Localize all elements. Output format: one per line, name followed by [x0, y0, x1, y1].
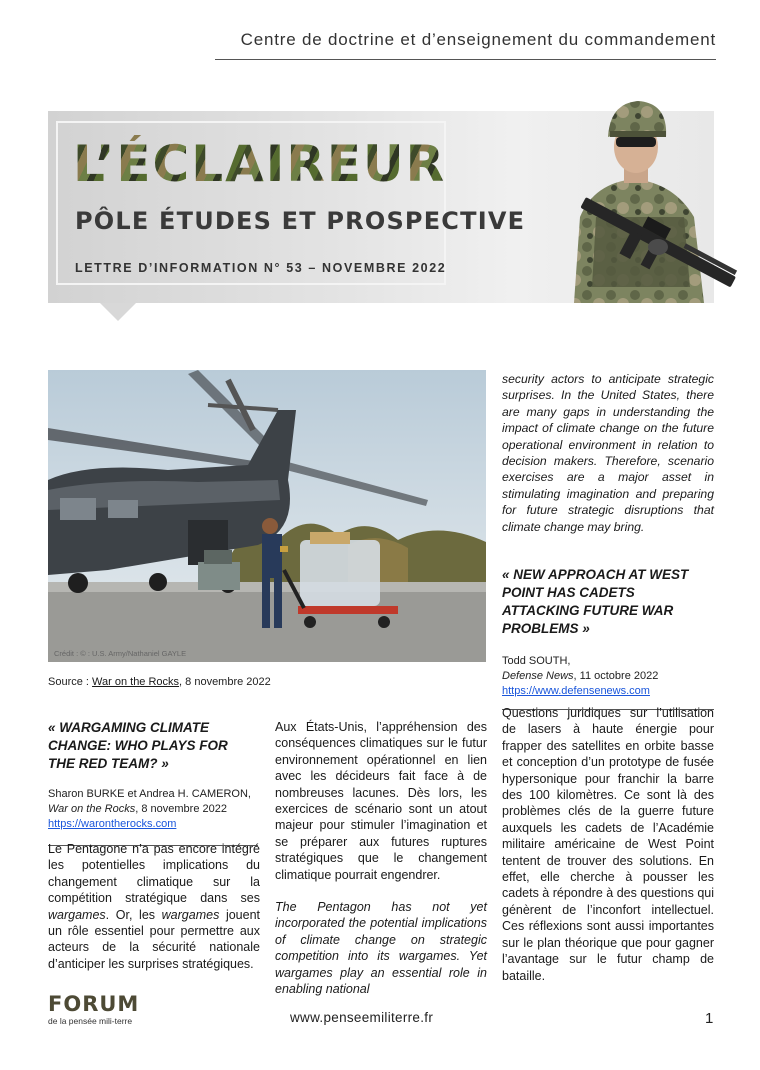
website-url[interactable]: www.penseemiliterre.fr	[290, 1010, 434, 1025]
article-citation	[502, 654, 714, 699]
article-publication-line	[502, 669, 714, 684]
article-authors: Sharon BURKE et Andrea H. CAMERON,	[48, 788, 251, 800]
text-run-italic: wargames	[161, 907, 220, 922]
banner-pointer	[100, 303, 136, 321]
source-date: , 8 novembre 2022	[179, 676, 271, 688]
article-date: , 11 octobre 2022	[573, 670, 659, 682]
french-summary-continued	[275, 719, 487, 998]
article-date: , 8 novembre 2022	[135, 803, 227, 815]
source-link[interactable]: War on the Rocks	[92, 676, 180, 688]
newsletter-subtitle: PÔLE ÉTUDES ET PROSPECTIVE	[75, 207, 526, 235]
french-paragraph: Questions juridiques sur l’utilisation de lasers à haute énergie pour frapper des satellites en orbite basse et conception d’un prototype de fusée hypersonique pour franchir la barre des 100 kilomètres. Ce sont là des problèmes clés de la guerre future auxquels les cadets de l’Académie militaire américaine de West Point tentent de trouver des solutions. En effet, elle cherche à pousser les cadets à répondre à des questions qui génèrent de l’inconfort intellectuel. Ces réflexions sont aussi importantes sur le plan théorique que pour gagner l’avantage sur le futur champ de bataille.	[502, 706, 714, 983]
text-run: Le Pentagone n’a pas encore intégré les potentielles implications du changement climatique sur la compétition stratégique dans ses	[48, 842, 260, 906]
page-number: 1	[705, 1010, 714, 1027]
article-author: Todd SOUTH,	[502, 655, 571, 667]
text-run: . Or, les	[105, 907, 162, 922]
source-label: Source :	[48, 676, 89, 688]
article-citation	[48, 787, 258, 832]
text-run-italic: wargames	[48, 907, 106, 922]
forum-logo	[48, 992, 139, 1026]
english-paragraph: The Pentagon has not yet incorporated the potential implications of climate change on strategic competition into its wargames. Yet wargames play an essential role in enabling national	[275, 900, 487, 997]
article-link[interactable]: https://www.defensenews.com	[502, 685, 650, 697]
issue-line: LETTRE D’INFORMATION N° 53 – NOVEMBRE 2022	[75, 261, 447, 275]
soldier-illustration	[534, 97, 750, 303]
article-link[interactable]: https://warontherocks.com	[48, 818, 177, 830]
article-title: « NEW APPROACH AT WEST POINT HAS CADETS ATTACKING FUTURE WAR PROBLEMS »	[502, 567, 689, 636]
photo-source	[48, 676, 271, 688]
header-rule	[215, 59, 716, 60]
photo-credit: Crédit : © : U.S. Army/Nathaniel GAYLE	[54, 649, 187, 658]
organization-name: Centre de doctrine et d’enseignement du commandement	[240, 30, 716, 49]
article-reference-wargaming	[48, 719, 258, 846]
page-header	[0, 0, 760, 64]
article-reference-west-point	[502, 566, 714, 710]
article-publication: Defense News	[502, 670, 574, 682]
french-summary-start	[48, 841, 260, 972]
west-point-summary	[502, 705, 714, 984]
helicopter-scene	[48, 370, 486, 662]
french-paragraph: Aux États-Unis, l’appréhension des conséquences climatiques sur le futur environnement opérationnel en lien avec les décideurs fait face à de nombreuses lacunes. Dès lors, les exercices de scénario sont un atout majeur pour stimuler l’imagination et se préparer aux futures ruptures stratégiques que le changement climatique pourrait engendrer.	[275, 720, 487, 882]
newsletter-title: L’ÉCLAIREUR	[73, 135, 447, 193]
english-paragraph: security actors to anticipate strategic surprises. In the United States, there are many gaps in understanding the impact of climate change on the future operational environment in relation to decision makers. Therefore, scenario exercises are a major asset in stimulating imagination and preparing for future strategic disruptions that climate change may bring.	[502, 372, 714, 534]
article-publication: War on the Rocks	[48, 803, 136, 815]
helicopter-photo	[48, 370, 486, 662]
forum-logo-text: FORUM	[48, 992, 140, 1016]
english-summary-continued	[502, 371, 714, 535]
forum-logo-tagline: de la pensée mili-terre	[48, 1016, 133, 1026]
newsletter-banner	[48, 111, 714, 303]
text-run: jouent un rôle essentiel pour permettre aux acteurs de la sécurité nationale d’anticiper les surprises stratégiques.	[48, 907, 261, 971]
article-publication-line	[48, 802, 258, 817]
article-title: « WARGAMING CLIMATE CHANGE: WHO PLAYS FOR THE RED TEAM? »	[48, 720, 228, 771]
french-paragraph	[48, 841, 260, 972]
